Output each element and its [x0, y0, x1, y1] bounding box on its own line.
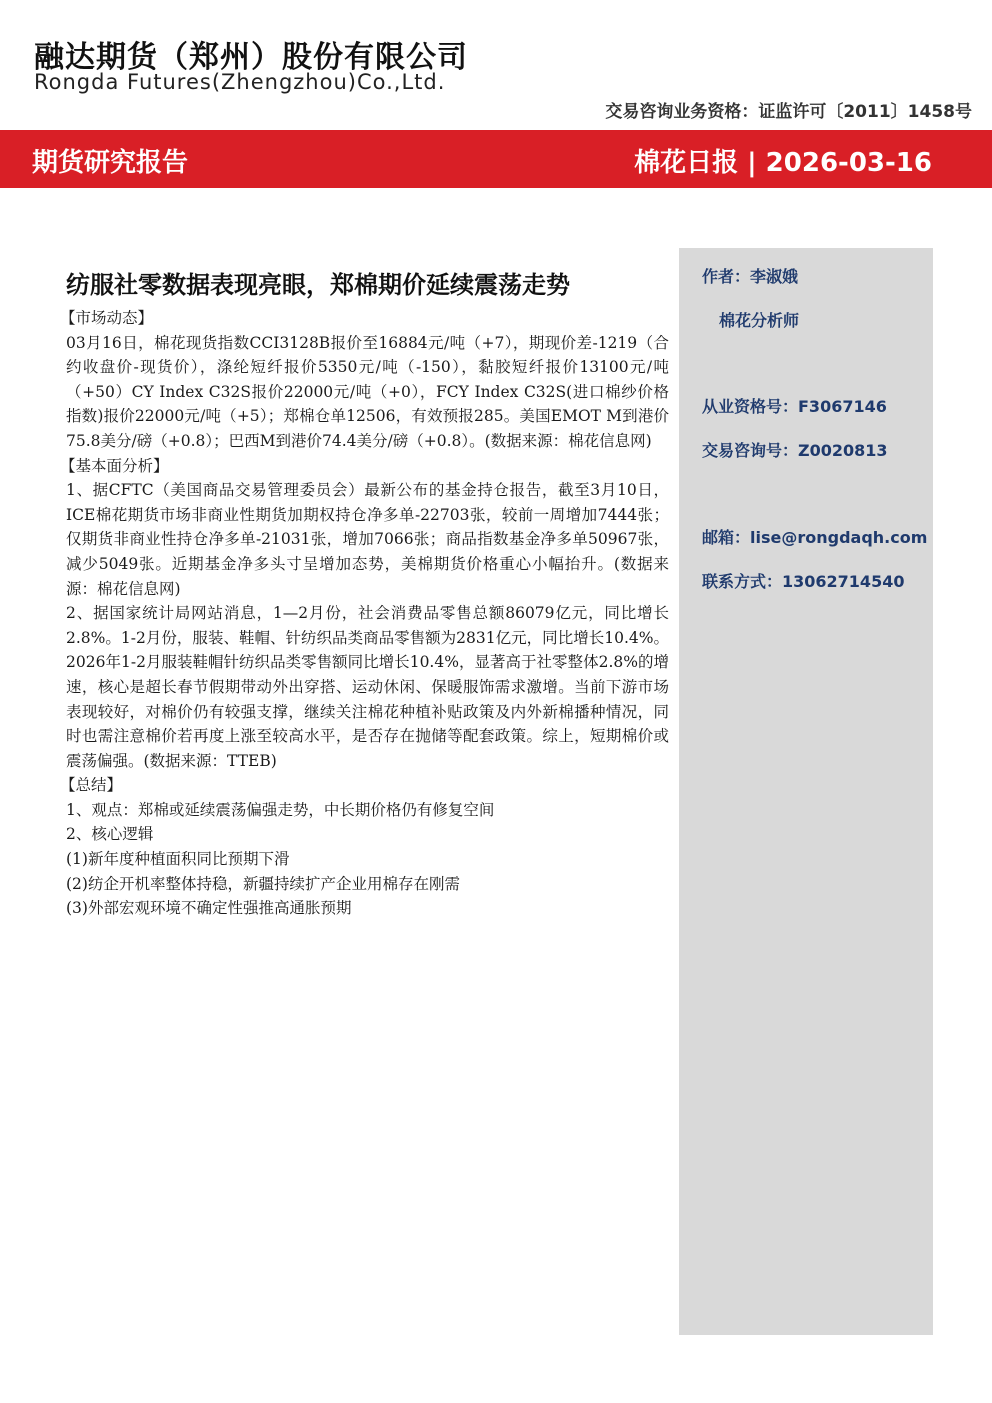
section-heading-market: 【市场动态】	[60, 309, 154, 327]
author-role: 棉花分析师	[719, 311, 800, 330]
summary-line-1: 1、观点：郑棉或延续震荡偏强走势，中长期价格仍有修复空间	[66, 800, 495, 819]
section-heading-fundamental: 【基本面分析】	[60, 456, 169, 475]
report-title-date: 棉花日报 | 2026-03-16	[634, 148, 932, 178]
summary-line-5: (3)外部宏观环境不确定性强推高通胀预期	[66, 899, 352, 918]
summary-line-3: (1)新年度种植面积同比预期下滑	[66, 850, 290, 869]
company-name-en: Rongda Futures(Zhengzhou)Co.,Ltd.	[34, 70, 446, 94]
author-phone: 联系方式：13062714540	[702, 572, 905, 591]
article-title: 纺服社零数据表现亮眼，郑棉期价延续震荡走势	[66, 271, 570, 299]
paragraph-market: 03月16日，棉花现货指数CCI3128B报价至16884元/吨（+7），期现价差-1219（合约收盘价-现货价），涤纶短纤报价5350元/吨（-150），黏胶短纤报价13100元/吨（+50）CY Index C32S报价22000元/吨（+0），FCY Index C32S(进口棉纱价格指数)报价22000元/吨（+5）；郑棉仓单12506，有效预报285。美国EMOT M到港价75.8美分/磅（+0.8）；巴西M到港价74.4美分/磅（+0.8）。(数据来源：棉花信息网)	[66, 333, 669, 450]
summary-line-2: 2、核心逻辑	[66, 825, 154, 844]
summary-line-4: (2)纺企开机率整体持稳，新疆持续扩产企业用棉存在刚需	[66, 874, 460, 893]
author-email[interactable]: 邮箱：lise@rongdaqh.com	[702, 528, 928, 547]
qualification-number: 从业资格号：F3067146	[702, 397, 887, 416]
section-heading-summary: 【总结】	[60, 776, 123, 795]
author-name: 作者：李淑娥	[702, 267, 799, 286]
article-body	[60, 265, 669, 921]
consult-number: 交易咨询号：Z0020813	[702, 441, 888, 460]
author-sidebar	[679, 248, 933, 1335]
license-text: 交易咨询业务资格：证监许可〔2011〕1458号	[605, 102, 972, 122]
paragraph-fundamental-1: 1、据CFTC（美国商品交易管理委员会）最新公布的基金持仓报告，截至3月10日，ICE棉花期货市场非商业性期货加期权持仓净多单-22703张，较前一周增加7444张；仅期货非商业性持仓净多单-21031张，增加7066张；商品指数基金净多单50967张，减少5049张。近期基金净多头寸呈增加态势，美棉期货价格重心小幅抬升。(数据来源：棉花信息网)	[66, 481, 669, 598]
report-banner	[0, 130, 992, 188]
paragraph-fundamental-2: 2、据国家统计局网站消息，1—2月份，社会消费品零售总额86079亿元，同比增长2.8%。1-2月份，服装、鞋帽、针纺织品类商品零售额为2831亿元，同比增长10.4%。2026年1-2月服装鞋帽针纺织品类零售额同比增长10.4%，显著高于社零整体2.8%的增速，核心是超长春节假期带动外出穿搭、运动休闲、保暖服饰需求激增。当前下游市场表现较好，对棉价仍有较强支撑，继续关注棉花种植补贴政策及内外新棉播种情况，同时也需注意棉价若再度上涨至较高水平，是否存在抛储等配套政策。综上，短期棉价或震荡偏强。(数据来源：TTEB)	[66, 604, 669, 770]
company-name-cn: 融达期货（郑州）股份有限公司	[34, 40, 468, 75]
report-category: 期货研究报告	[32, 148, 189, 178]
